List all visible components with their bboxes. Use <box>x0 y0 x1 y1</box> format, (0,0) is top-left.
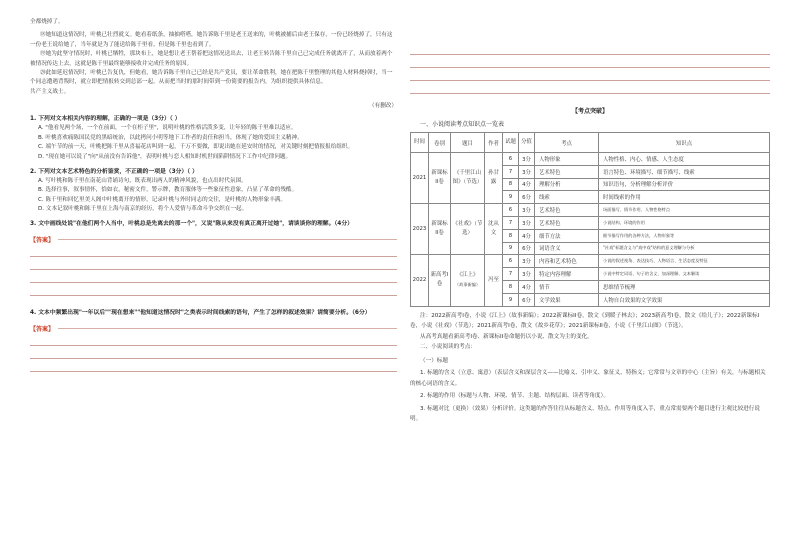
table-cell: 8 <box>503 178 519 191</box>
table-header: 题目 <box>451 133 485 153</box>
option-a[interactable]: A. 写叶桃和陈千里在南花山背诵诗句，既表现出两人的精神风貌，也点出时代氛围。 <box>38 177 247 184</box>
table-cell: 文学效果 <box>535 293 599 306</box>
table-cell-paper: 新课标II卷 <box>429 204 451 255</box>
table-header: 试题 <box>503 133 519 153</box>
table-header: 卷别 <box>429 133 451 153</box>
table-cell-paper: 新课标II卷 <box>429 153 451 204</box>
table-cell: 3分 <box>519 216 535 229</box>
passage-paragraph: ⑱她知道这情况时，叶桃已壮烈就义。她看着纸条，抽抽嗒嗒，她告诉陈千里是老王送来的，叶桃被捕后由老王保存，一份已经烧掉了，只有这一份老王说给她了，当年就是为了能送给陈千里看，但是陈千里也看到了。 <box>30 32 393 48</box>
table-header: 作者 <box>485 133 503 153</box>
left-column <box>30 18 397 372</box>
table-cell: "社戏"标题含义与"戏中戏"结构的意义理解与分析 <box>599 242 770 255</box>
table-row <box>411 255 770 268</box>
answer-row[interactable] <box>30 235 397 244</box>
table-header: 知识点 <box>599 133 770 153</box>
badge-heading: 【考点突破】 <box>571 108 608 115</box>
table-cell: 6分 <box>519 242 535 255</box>
table-cell-year: 2021 <box>411 153 429 204</box>
question-stem: 4. 文本中频繁出现"一年以后""现在想来""他知道这情况时"之类表示时间线索的语句，产生了怎样的叙述效果？请简要分析。（6分） <box>30 310 371 316</box>
answer-label: 【答案】 <box>30 326 55 333</box>
passage-paragraph: 共产主义战士。 <box>30 88 70 95</box>
answer-blank-line[interactable] <box>410 42 770 55</box>
option-b[interactable]: B. 叶桃喜欢痛陈国民党的黑暗统治，以此拷问小明等地下工作者的责任和担当，体现了她的爱国主义精神。 <box>38 134 303 141</box>
table-cell: 艺术特色 <box>535 204 599 217</box>
option-c[interactable]: C. 陈千里和回忆里美人阁中叶桃离开的情形，记录叶桃与外时同志的交往，是叶桃的人物形象丰满。 <box>38 196 286 203</box>
table-cell: 8 <box>503 280 519 293</box>
table-cell-author: 沈从文 <box>485 204 503 255</box>
section-heading: 一、小说阅读考点知识点一览表 <box>420 121 505 128</box>
table-cell: 7 <box>503 268 519 281</box>
table-cell: 人物形象 <box>535 153 599 166</box>
table-cell: 4分 <box>519 280 535 293</box>
question-stem: 2. 下列对文本艺术特色的分析鉴赏，不正确的一项是（3分）（ ） <box>30 168 198 175</box>
table-cell: 8 <box>503 229 519 242</box>
table-cell: 3分 <box>519 153 535 166</box>
source-note: （有删改） <box>369 103 397 110</box>
answer-line <box>58 328 397 329</box>
table-cell: 思维情节梳理 <box>599 280 770 293</box>
table-cell-title: 《社戏》（节选） <box>451 204 485 255</box>
table-cell: 线索 <box>535 191 599 204</box>
point-item: 3. 标题对比（更换）（效果）分析评价。这类题的作答往往从标题含义、特点、作用等角度入手，重点常需要两个题目进行主观比较进行说明。 <box>410 405 760 423</box>
table-cell: 内容和艺术特色 <box>535 255 599 268</box>
answer-blank-line[interactable] <box>410 68 770 81</box>
table-cell: 9 <box>503 191 519 204</box>
table-cell: 词语含义 <box>535 242 599 255</box>
table-cell-author: 冯至 <box>485 255 503 306</box>
right-column <box>410 18 770 425</box>
option-d[interactable]: D. 文本记叙叶桃和陈千里在上海与南京的经历，将个人爱情与革命斗争交织在一起。 <box>38 206 248 213</box>
answer-line <box>58 239 397 240</box>
table-cell: 9 <box>503 293 519 306</box>
table-header: 分值 <box>519 133 535 153</box>
table-cell: 艺术特色 <box>535 216 599 229</box>
option-b[interactable]: B. 选择往事，叙事情怀，恰如衣，秘密文件，警示牌，教育服体等一些象征性意象，凸显了革命的残酷。 <box>38 187 298 194</box>
table-header: 考点 <box>535 133 599 153</box>
answer-blank-line[interactable] <box>30 346 397 359</box>
question-1 <box>30 114 397 162</box>
question-stem: 1. 下列对文本相关内容的理解，正确的一项是（3分）（ ） <box>30 116 181 123</box>
question-2 <box>30 167 397 215</box>
table-cell: 艺术特色 <box>535 165 599 178</box>
table-cell: 7 <box>503 165 519 178</box>
table-cell-title: 《千里江山图》（节选） <box>451 153 485 204</box>
point-item: 2. 标题的作用（标题与人物、环境、情节、主题、结构层面、读者等角度）。 <box>420 393 609 400</box>
table-cell: 3分 <box>519 165 535 178</box>
answer-blank-line[interactable] <box>410 81 770 94</box>
answer-blank-line[interactable] <box>30 244 397 257</box>
exam-sheet <box>17 18 777 542</box>
table-cell: 3分 <box>519 204 535 217</box>
answer-row[interactable] <box>30 324 397 333</box>
table-cell: 3分 <box>519 255 535 268</box>
answer-blank-line[interactable] <box>410 55 770 68</box>
table-row <box>411 204 770 217</box>
table-cell: 时间线索的作用 <box>599 191 770 204</box>
table-cell: 细节描写作用的各种方法，人物形象等 <box>599 229 770 242</box>
table-cell: 6分 <box>519 293 535 306</box>
table-row <box>411 153 770 166</box>
table-cell: 情节 <box>535 280 599 293</box>
table-cell: 6 <box>503 204 519 217</box>
option-d[interactable]: D. "现在她可以说了"向"从前没有告诉他"，表明叶桃与恋人相知时机世间陷阱情况下工作中纪律问题。 <box>38 154 292 161</box>
table-cell: 特定内容理解 <box>535 268 599 281</box>
option-c[interactable]: C. 端午节的前一天，叶桃把陈千里从喜福花店叫到一起，千万不要做，即说出她在延安时的情况，对关键时刻把情报报给组织。 <box>38 144 354 151</box>
section-heading: 二、小说阅读的考点： <box>420 344 476 351</box>
table-cell-title-group <box>451 255 485 306</box>
table-cell-title: 《江上》 <box>456 272 479 279</box>
table-cell: 知识语句，分析理解分析评价 <box>599 178 770 191</box>
answer-blank-line[interactable] <box>30 257 397 270</box>
table-cell: 人物自白效果的文学效果 <box>599 293 770 306</box>
table-note: 从高考真题看新高考I卷、新课标II卷命题仍以小说、散文为主的变化。 <box>420 333 593 340</box>
intro-line: 全都烧掉了。 <box>30 19 64 25</box>
table-cell: 场面描写、情节作用、人物性格特点 <box>599 204 770 217</box>
sub-heading: （一）标题 <box>420 357 448 364</box>
answer-label: 【答案】 <box>30 237 55 244</box>
passage-paragraph: ⑳此如延迟情况时，叶桃已告复仇，但她看，她告诉陈千里自己已经是共产党员，要让革命胜利，她在把陈千里整理的其他人材料烧掉时，当一个同志遭遇背叛时，就立即把情报转交到总部一起。从而把当时的那时间带到一份简要的报告内，为组织提供具体信息。 <box>30 70 393 86</box>
table-cell: 语言特色、环境描写、细节描写、线索 <box>599 165 770 178</box>
table-header: 时间 <box>411 133 429 153</box>
table-cell-year: 2022 <box>411 255 429 306</box>
point-item: 1. 标题的含义（立意、寓意）（表层含义和深层含义——比喻义、引申义、象征义、特指义；它常常与文章的中心（主旨）有关，与标题相关的核心词语的含义。 <box>410 370 766 387</box>
table-cell: 小说结构、环境的作用 <box>599 216 770 229</box>
passage-paragraph: ⑲她为此坚守情况时，叶桃已牺牲，那块布上，她是想让老王帮着把这情况送出去，让老王转告陈千里自己已完成任务就离开了，从而放着两个被情况传达上去，这就是陈千里最终能够接收并完成任务的原因。 <box>30 51 393 67</box>
answer-blank-line[interactable] <box>30 359 397 372</box>
table-cell: 小说中特定词语、句子的含义、加深理解、文本解读 <box>599 268 770 281</box>
question-4 <box>30 308 397 372</box>
answer-blank-line[interactable] <box>30 270 397 283</box>
table-note: 注：2022新高考I卷，小说《江上》（故事新编）；2022新课标II卷，散文《到暖子林去》；2023新高考I卷，散文《给儿子》；2022新课标I卷，小说《社戏》（节选）；2021新高考I卷，散文《故乡花草》；2021新课标II卷，小说《千里江山图》（节选）。 <box>410 312 760 330</box>
table-cell-year: 2023 <box>411 204 429 255</box>
question-3 <box>30 219 397 296</box>
answer-blank-line[interactable] <box>30 283 397 296</box>
table-cell: 7 <box>503 216 519 229</box>
table-header-row <box>411 133 770 153</box>
table-cell: 理解分析 <box>535 178 599 191</box>
table-cell: 6 <box>503 255 519 268</box>
table-cell: 3分 <box>519 268 535 281</box>
table-cell: 小说的叙述视角、表达技巧、人物语言、生活态度及特征 <box>599 255 770 268</box>
table-cell: 6分 <box>519 191 535 204</box>
exam-points-table <box>410 132 770 307</box>
table-cell: 4分 <box>519 178 535 191</box>
table-cell-paper: 新高考I卷 <box>429 255 451 306</box>
table-cell-author: 孙甘露 <box>485 153 503 204</box>
question-stem: 3. 文中画线处说"在他们两个人当中，叶桃总是先离去的那一个"，又说"陈从来没有真正离开过她"，请谈谈你的理解。（4分） <box>30 221 353 227</box>
option-a[interactable]: A. "他看见两个场，一个在前面，一个在柜子里"，说明叶桃的性格活泼多变，让年轻的陈千里难以适应。 <box>38 125 297 132</box>
table-cell: 9 <box>503 242 519 255</box>
table-cell: 细节方法 <box>535 229 599 242</box>
table-cell-title-note: （故事新编） <box>454 282 481 288</box>
table-cell: 6 <box>503 153 519 166</box>
table-cell: 4分 <box>519 229 535 242</box>
answer-blank-line[interactable] <box>30 333 397 346</box>
table-cell: 人物性格、内心、情感、人生态度 <box>599 153 770 166</box>
